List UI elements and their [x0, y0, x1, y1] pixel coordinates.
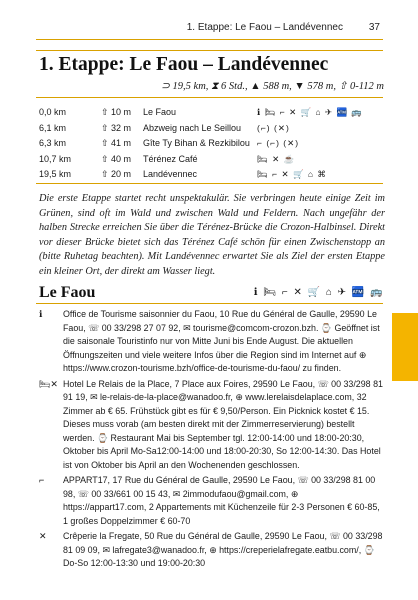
title-rule-top [36, 50, 383, 51]
entry-text: Office de Tourisme saisonnier du Faou, 10 Rue du Général de Gaulle, 29590 Le Faou, ☏ 00 33/298 27 07 92, ✉ tourisme@comcom-crozon.bzh. ⌚ Geöffnet ist die saisonale Touristinfo nur von Mitte Juni bis Ende August. Die aktuellen Öffnungszeiten und viele weitere Infos über die Region sind im Internet auf ⊕ https://www.crozon-tourisme.bzh/office-de-tourisme-du-faou/ zu finden. [63, 309, 380, 373]
hotel-restaurant-icon: 🛏✕ [39, 378, 58, 389]
amenity-icons: ℹ 🛏 ⌐ ✕ 🛒 ⌂ ✈ 🏧 🚌 [257, 107, 364, 117]
route-rule [36, 183, 383, 184]
entry-text: Crêperie la Fregate, 50 Rue du Général de Gaulle, 29590 Le Faou, ☏ 00 33/298 81 09 09, ✉ lafregate3@wanadoo.fr, ⊕ https://creperielafregate.eatbu.com/, ⌚ Do-So 12:00-13:30 und 19:00-20:30 [63, 531, 383, 568]
intro-paragraph: Die erste Etappe startet recht unspektakulär. Sie verbringen heute einige Zeit im Grünen, sind oft im Wald und zwischen Wald und Feldern. Nach ungefähr der halben Strecke erreichen Sie über die Térénez-Brücke die Crozon-Halbinsel. Direkt vor dieser Brücke bietet sich das Térénez Café schön für einen Zwischenstopp an (bitte Ruhetag beachten). Mit Landévennec erwartet Sie als Ziel der ersten Etappe ein kleiner Ort, der direkt am Wasser liegt. [39, 193, 385, 277]
route-place: Landévennec [143, 169, 198, 179]
route-place: Le Faou [143, 107, 177, 117]
listing-entry [36, 378, 384, 473]
route-distance: 19,5 km [39, 169, 72, 179]
route-table [39, 104, 384, 182]
route-place: Térénez Café [143, 153, 198, 164]
route-place: Gîte Ty Bihan & Rezkibilou [143, 138, 250, 148]
route-row [39, 166, 384, 182]
route-row [39, 151, 384, 167]
running-head [36, 22, 383, 36]
route-row [39, 104, 384, 120]
route-distance: 10,7 km [39, 153, 72, 164]
listing-entry [36, 530, 384, 571]
restaurant-icon: ✕ [39, 531, 47, 541]
entry-text: Hotel Le Relais de la Place, 7 Place aux Foires, 29590 Le Faou, ☏ 00 33/298 81 91 19, ✉ le-relais-de-la-place@wanadoo.fr, ⊕ www.lerelaisdelaplace.com, 32 Zimmer ab € 65. Frühstück gibt es für € 9,50/Person. Ein Picknick kostet € 15. Dieses muss vorab (am besten direkt mit der Zimmerreservierung) bestellt werden. ⌚ Restaurant Mai bis September tgl. 12:00-14:00 und 18:00-20:30, Oktober bis April Mo-Sa12:00-14:00 und 18:00-20:30, So 12:00-14:30. Das Hotel ist von Oktober bis April an den Wochenenden geschlossen. [63, 378, 383, 470]
listing-entry [36, 308, 384, 376]
route-distance: 0,0 km [39, 107, 67, 117]
route-altitude: ⇧ 41 m [101, 138, 132, 148]
route-altitude: ⇧ 40 m [101, 153, 132, 164]
route-row [39, 135, 384, 151]
route-distance: 6,3 km [39, 138, 67, 148]
amenity-icons: 🛏 ✕ ☕ [257, 153, 296, 164]
section-amenity-icons: ℹ 🛏 ⌐ ✕ 🛒 ⌂ ✈ 🏧 🚌 [253, 287, 384, 298]
amenity-icons: (⌐) (✕) [257, 122, 290, 133]
section-rule [36, 303, 383, 304]
section-title: Le Faou [39, 284, 96, 301]
route-distance: 6,1 km [39, 122, 67, 133]
amenity-icons: 🛏 ⌐ ✕ 🛒 ⌂ ⌘ [257, 169, 327, 179]
chapter-thumb-tab [392, 313, 418, 381]
listing-entry [36, 474, 384, 528]
stage-stats: ⊃ 19,5 km, ⧗ 6 Std., ▲ 588 m, ▼ 578 m, ⇧ 0-112 m [161, 81, 384, 92]
page-number: 37 [368, 22, 380, 33]
route-row [39, 120, 384, 136]
entry-text: APPART17, 17 Rue du Général de Gaulle, 29590 Le Faou, ☏ 00 33/298 81 00 98, ☏ 00 33/661 00 15 43, ✉ 2immodufaou@gmail.com, ⊕ https://appart17.com, 2 Appartements mit Küchenzeile für 2-3 Personen € 60-85, 1 großes Doppelzimmer € 60-70 [63, 475, 380, 526]
amenity-icons: ⌐ (⌐) (✕) [257, 138, 300, 148]
route-altitude: ⇧ 32 m [101, 122, 132, 133]
route-altitude: ⇧ 10 m [101, 107, 132, 117]
apartment-icon: ⌐ [39, 475, 45, 485]
stats-rule [36, 97, 383, 98]
header-rule [36, 39, 383, 40]
info-icon: ℹ [39, 309, 43, 319]
stage-title: 1. Etappe: Le Faou – Landévennec [39, 54, 329, 75]
running-title: 1. Etappe: Le Faou – Landévennec [186, 22, 343, 33]
route-place: Abzweig nach Le Seillou [143, 122, 242, 133]
listing-entries [36, 308, 384, 573]
route-altitude: ⇧ 20 m [101, 169, 132, 179]
